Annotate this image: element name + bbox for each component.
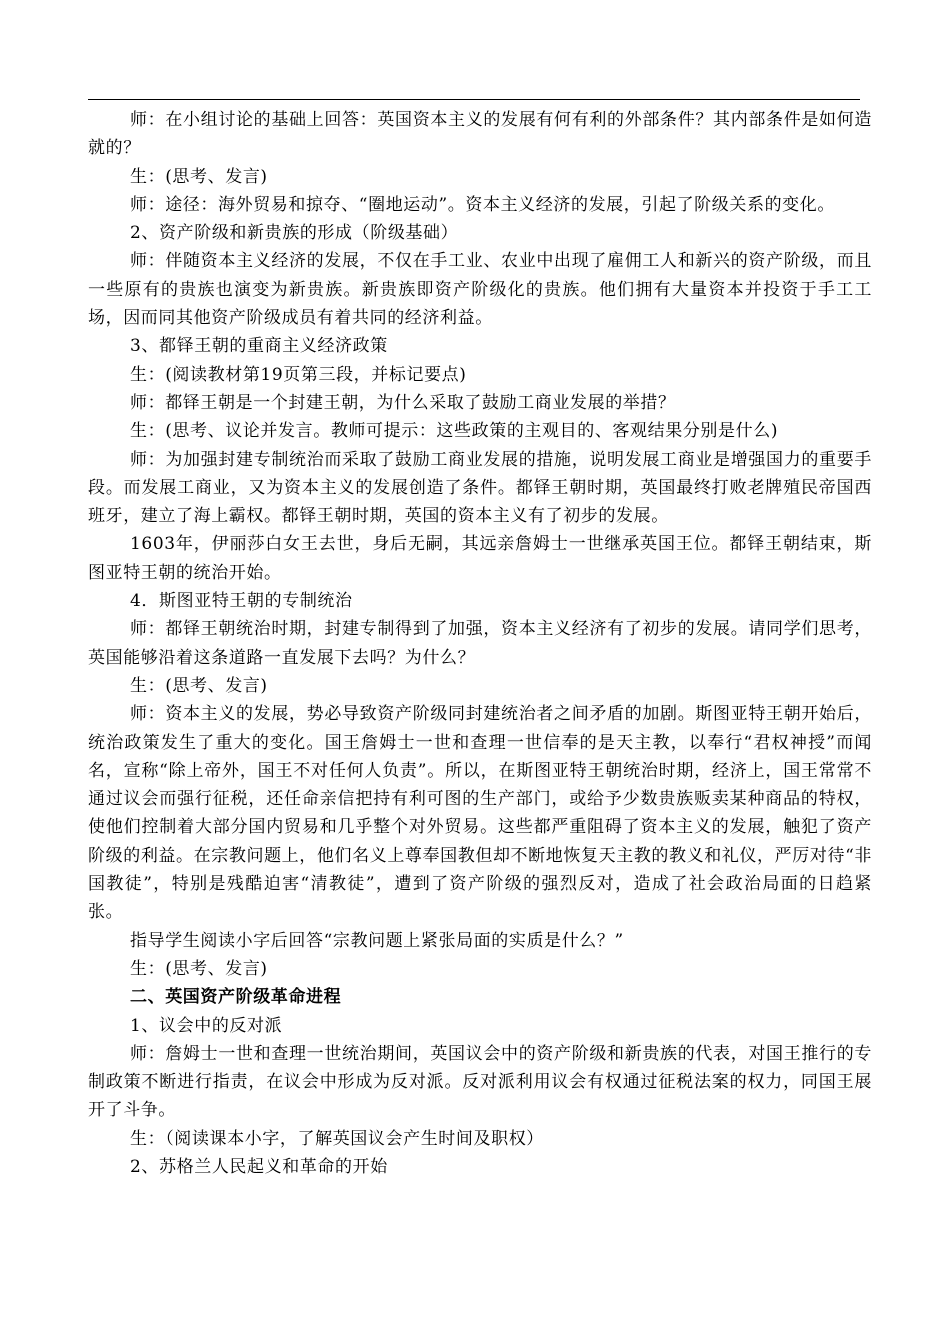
paragraph: 2、资产阶级和新贵族的形成（阶级基础）	[130, 223, 459, 244]
paragraph: 师：伴随资本主义经济的发展，不仅在手工业、农业中出现了雇佣工人和新兴的资产阶级，而且一些原有的贵族也演变为新贵族。新贵族即资产阶级化的贵族。他们拥有大量资本并投资于手工工场，因而同其他资产阶级成员有着共同的经济利益。	[88, 251, 872, 329]
paragraph: 2、苏格兰人民起义和革命的开始	[130, 1156, 388, 1177]
paragraph: 1603年，伊丽莎白女王去世，身后无嗣，其远亲詹姆士一世继承英国王位。都铎王朝结束，斯图亚特王朝的统治开始。	[88, 534, 872, 583]
paragraph: 师：都铎王朝统治时期，封建专制得到了加强，资本主义经济有了初步的发展。请同学们思考，英国能够沿着这条道路一直发展下去吗？为什么？	[88, 619, 872, 668]
paragraph: 3、都铎王朝的重商主义经济政策	[130, 336, 388, 357]
paragraph: 4．斯图亚特王朝的专制统治	[130, 591, 353, 612]
paragraph: 生：(阅读教材第19页第三段，并标记要点)	[130, 364, 467, 385]
paragraph: 生：（阅读课本小字，了解英国议会产生时间及职权）	[130, 1128, 544, 1149]
paragraph: 1、议会中的反对派	[130, 1015, 283, 1036]
paragraph: 师：途径：海外贸易和掠夺、“圈地运动”。资本主义经济的发展，引起了阶级关系的变化。	[130, 194, 835, 215]
paragraph: 生：(思考、议论并发言。教师可提示：这些政策的主观目的、客观结果分别是什么)	[130, 421, 779, 442]
paragraph: 师：资本主义的发展，势必导致资产阶级同封建统治者之间矛盾的加剧。斯图亚特王朝开始后，统治政策发生了重大的变化。国王詹姆士一世和查理一世信奉的是天主教，以奉行“君权神授”而闻名，宣称“除上帝外，国王不对任何人负责”。所以，在斯图亚特王朝统治时期，经济上，国王常常不通过议会而强行征税，还任命亲信把持有利可图的生产部门，或给予少数贵族贩卖某种商品的特权，使他们控制着大部分国内贸易和几乎整个对外贸易。这些都严重阻碍了资本主义的发展，触犯了资产阶级的利益。在宗教问题上，他们名义上尊奉国教但却不断地恢复天主教的教义和礼仪，严厉对待“非国教徒”，特别是残酷迫害“清教徒”，遭到了资产阶级的强烈反对，造成了社会政治局面的日趋紧张。	[88, 704, 872, 923]
paragraph: 指导学生阅读小字后回答“宗教问题上紧张局面的实质是什么？”	[130, 930, 624, 951]
paragraph: 师：都铎王朝是一个封建王朝，为什么采取了鼓励工商业发展的举措？	[130, 392, 676, 413]
paragraph: 生：(思考、发言)	[130, 958, 268, 979]
section-heading: 二、英国资产阶级革命进程	[130, 987, 342, 1008]
paragraph: 生：(思考、发言)	[130, 166, 268, 187]
paragraph: 师：为加强封建专制统治而采取了鼓励工商业发展的措施，说明发展工商业是增强国力的重要手段。而发展工商业，又为资本主义的发展创造了条件。都铎王朝时期，英国最终打败老牌殖民帝国西班牙，建立了海上霸权。都铎王朝时期，英国的资本主义有了初步的发展。	[88, 449, 872, 527]
paragraph: 生：(思考、发言)	[130, 675, 268, 696]
paragraph: 师：詹姆士一世和查理一世统治期间，英国议会中的资产阶级和新贵族的代表，对国王推行的专制政策不断进行指责，在议会中形成为反对派。反对派利用议会有权通过征税法案的权力，同国王展开了斗争。	[88, 1043, 872, 1121]
header-rule	[88, 99, 860, 100]
paragraph: 师：在小组讨论的基础上回答：英国资本主义的发展有何有利的外部条件？其内部条件是如何造就的？	[88, 110, 872, 159]
body-text	[88, 106, 872, 1181]
